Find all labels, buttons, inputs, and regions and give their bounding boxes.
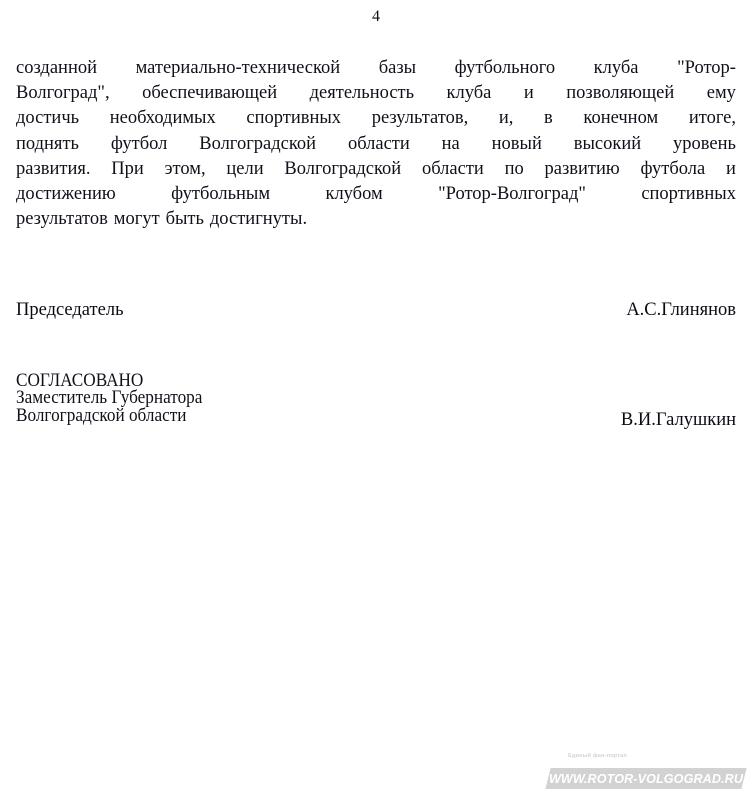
body-word: достижению bbox=[16, 184, 116, 205]
body-word: и, bbox=[498, 108, 514, 129]
body-word: "Ротор- bbox=[677, 58, 736, 78]
body-word: быть bbox=[165, 209, 204, 230]
body-word: поднять bbox=[16, 133, 79, 154]
body-word: футбола bbox=[640, 158, 706, 179]
body-word: созданной bbox=[16, 58, 98, 78]
body-word: достигнуты. bbox=[209, 209, 308, 230]
body-word: Волгоградской bbox=[284, 158, 402, 179]
body-line bbox=[16, 132, 736, 157]
body-word: конечном bbox=[583, 108, 659, 129]
body-word: футбольным bbox=[171, 184, 271, 205]
body-word: в bbox=[544, 108, 553, 129]
body-word: итоге, bbox=[688, 108, 736, 129]
body-line bbox=[16, 56, 736, 81]
chairman-signature-row bbox=[16, 298, 736, 322]
watermark-url-text: WWW.ROTOR-VOLGOGRAD.RU bbox=[548, 771, 744, 786]
body-word: результатов bbox=[16, 209, 108, 230]
body-word: развития. bbox=[16, 158, 91, 179]
body-line bbox=[16, 207, 736, 232]
body-word: высокий bbox=[573, 133, 642, 154]
body-word: развитию bbox=[544, 158, 620, 179]
body-word: этом, bbox=[164, 158, 206, 179]
chairman-name: А.С.Глинянов bbox=[626, 300, 736, 320]
body-word: на bbox=[441, 133, 460, 154]
approval-position-line-1: Заместитель Губернатора bbox=[16, 388, 203, 409]
body-word: ему bbox=[706, 83, 736, 104]
page-number: 4 bbox=[372, 8, 380, 25]
body-word: Волгоградской bbox=[199, 133, 317, 154]
body-word: цели bbox=[226, 158, 264, 179]
body-text bbox=[16, 56, 736, 232]
body-word: клуба bbox=[593, 58, 639, 78]
body-word: по bbox=[504, 158, 524, 179]
watermark-caption: Единый фан-портал bbox=[568, 753, 628, 759]
body-word: и bbox=[523, 83, 534, 104]
body-word: материально-технической bbox=[135, 58, 341, 78]
body-word: обеспечивающей bbox=[142, 83, 278, 104]
body-word: и bbox=[725, 158, 736, 179]
body-word: спортивных bbox=[641, 184, 736, 205]
approval-position-line-2: Волгоградской области bbox=[16, 405, 187, 426]
body-word: достичь bbox=[16, 108, 80, 129]
body-word: футбол bbox=[110, 133, 168, 154]
body-word: футбольного bbox=[454, 58, 556, 78]
body-word: деятельность bbox=[309, 83, 415, 104]
approval-heading: СОГЛАСОВАНО bbox=[16, 371, 144, 391]
body-line bbox=[16, 182, 736, 207]
body-word: спортивных bbox=[246, 108, 342, 129]
body-word: области bbox=[421, 158, 484, 179]
body-word: могут bbox=[113, 209, 160, 230]
site-watermark bbox=[548, 752, 744, 796]
body-word: области bbox=[347, 133, 410, 154]
body-word: клуба bbox=[446, 83, 492, 104]
body-word: уровень bbox=[673, 133, 736, 154]
body-word: Волгоград", bbox=[16, 83, 110, 104]
deputy-governor-name: В.И.Галушкин bbox=[620, 410, 736, 430]
body-word: базы bbox=[378, 58, 417, 78]
chairman-role-label: Председатель bbox=[16, 300, 124, 320]
body-word: клубом bbox=[325, 184, 383, 205]
body-word: новый bbox=[491, 133, 542, 154]
body-line bbox=[16, 81, 736, 106]
body-line bbox=[16, 106, 736, 131]
body-word: необходимых bbox=[109, 108, 216, 129]
body-word: "Ротор-Волгоград" bbox=[438, 184, 586, 205]
body-word: При bbox=[111, 158, 144, 179]
body-line bbox=[16, 157, 736, 182]
body-word: позволяющей bbox=[566, 83, 675, 104]
body-word: результатов, bbox=[371, 108, 469, 129]
